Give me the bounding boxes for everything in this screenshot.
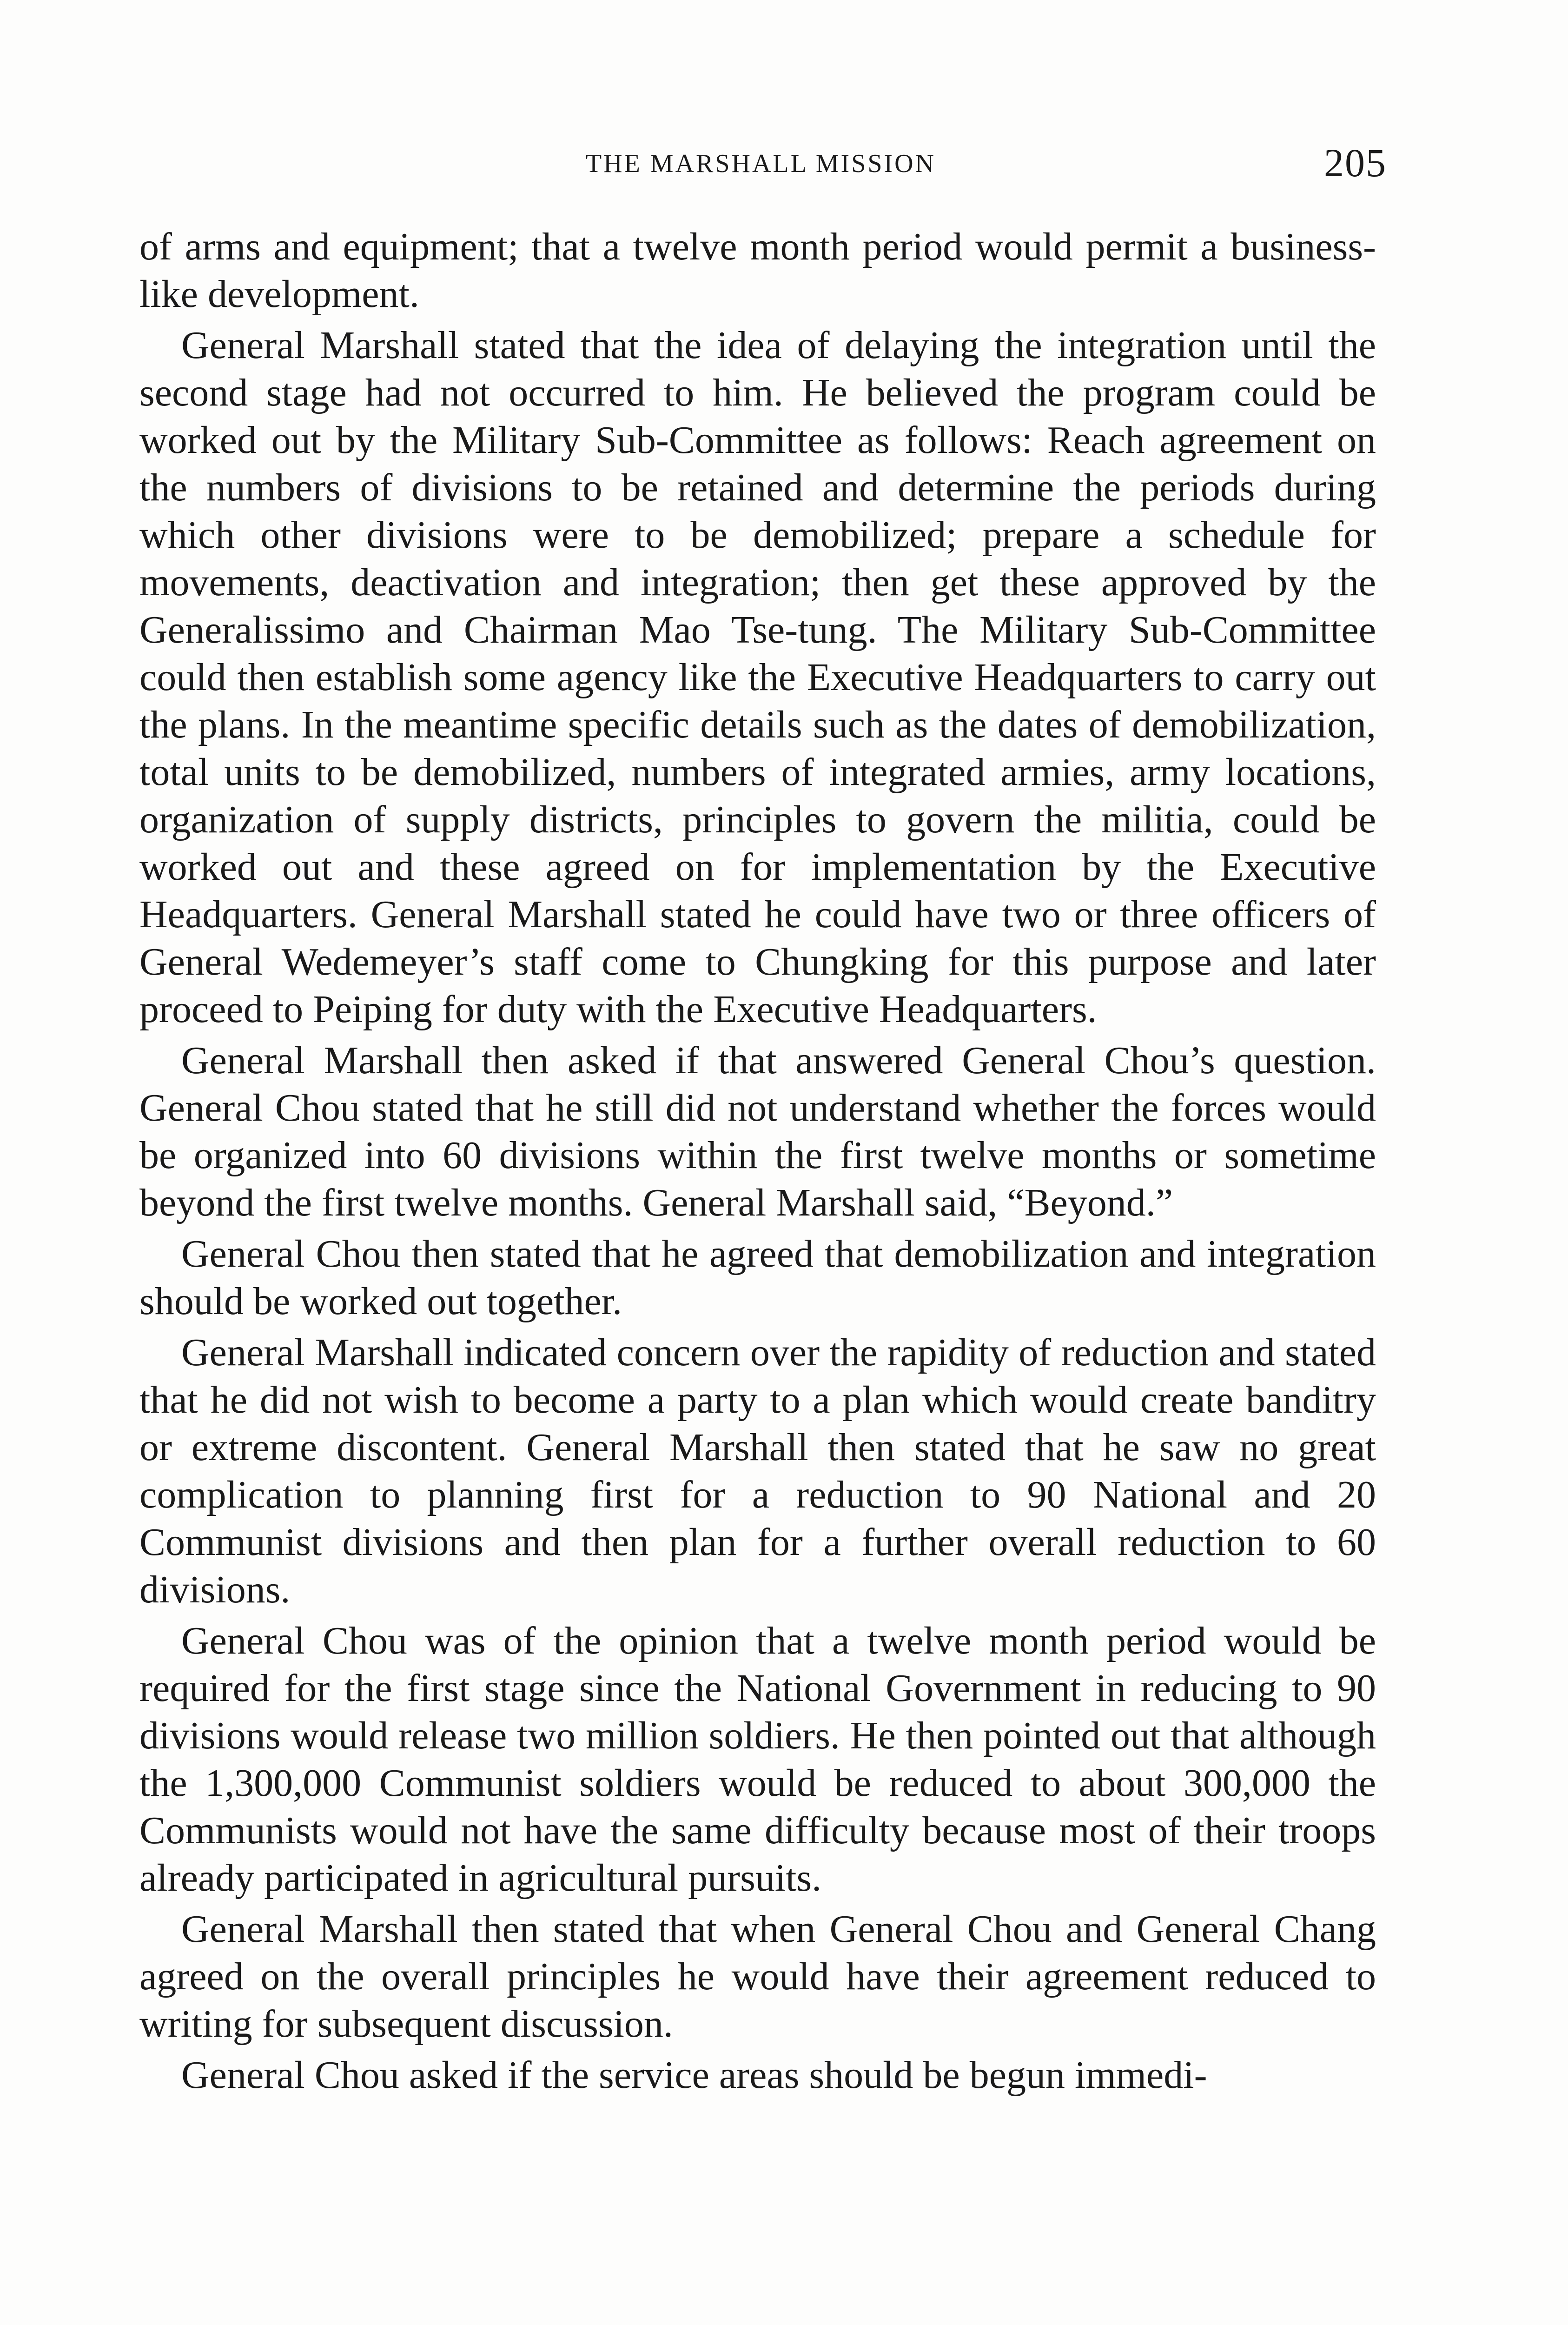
paragraph-chou-agreed: General Chou then stated that he agreed that demobilization and integration should be worked out together. — [139, 1232, 1376, 1323]
running-header — [139, 140, 1387, 195]
running-title: THE MARSHALL MISSION — [585, 149, 936, 178]
paragraph-chou-question: General Marshall then asked if that answered General Chou’s question. General Chou stated that he still did not understand whether the forces would be organized into 60 divisions within the first twelve months or sometime beyond the first twelve months. General Marshall said, “Beyond.” — [139, 1039, 1376, 1224]
page-number: 205 — [1324, 140, 1387, 185]
paragraph-chou-service-areas: General Chou asked if the service areas should be begun immedi- — [181, 2053, 1207, 2097]
body-text — [139, 223, 1376, 2099]
paragraph-chou-opinion: General Chou was of the opinion that a twelve month period would be required for the first stage since the National Government in reducing to 90 divisions would release two million soldiers. He then pointed out that although the 1,300,000 Communist soldiers would be reduced to about 300,000 the Communists would not have the same difficulty because most of their troops already participated in agricultural pursuits. — [139, 1619, 1376, 1900]
paragraph-continuation: of arms and equipment; that a twelve month period would permit a business-like development. — [139, 225, 1376, 316]
paragraph-marshall-concern: General Marshall indicated concern over the rapidity of reduction and stated that he did not wish to become a party to a plan which would create banditry or extreme discontent. General Marshall then stated that he saw no great complication to planning first for a reduction to 90 National and 20 Communist divisions and then plan for a further overall reduction to 60 divisions. — [139, 1331, 1376, 1611]
paragraph-marshall-program: General Marshall stated that the idea of delaying the integration until the second stage had not occurred to him. He believed the program could be worked out by the Military Sub-Committee as follows: Reach agreement on the numbers of divisions to be retained and determine the periods during which other divisions were to be demobilized; prepare a schedule for movements, deactivation and integration; then get these approved by the Generalissimo and Chairman Mao Tse-tung. The Military Sub-Committee could then establish some agency like the Executive Headquarters to carry out the plans. In the meantime specific details such as the dates of demobilization, total units to be demobilized, numbers of integrated armies, army locations, organization of supply districts, principles to govern the militia, could be worked out and these agreed on for implementation by the Executive Headquarters. General Marshall stated he could have two or three officers of General Wedemeyer’s staff come to Chungking for this purpose and later proceed to Peiping for duty with the Executive Headquarters. — [139, 324, 1376, 1031]
paragraph-marshall-writing: General Marshall then stated that when General Chou and General Chang agreed on the overall principles he would have their agreement reduced to writing for subsequent discussion. — [139, 1907, 1376, 2046]
